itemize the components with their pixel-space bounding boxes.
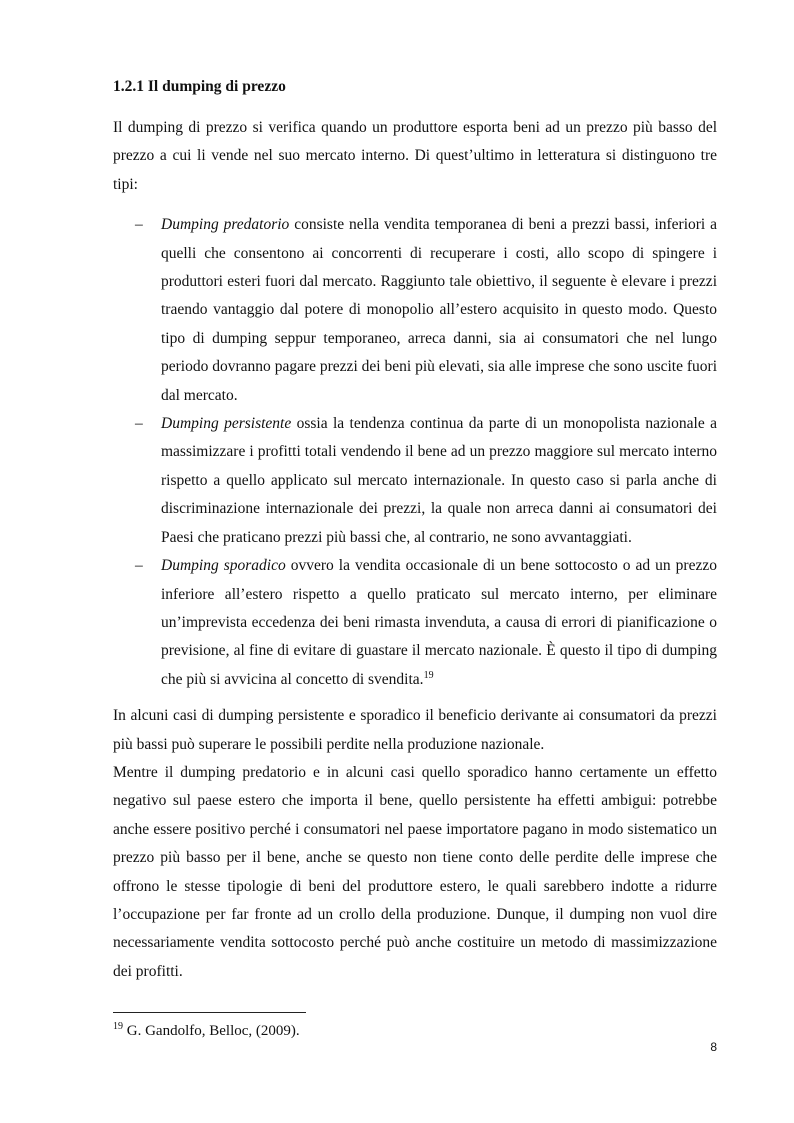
list-item-sporadico (113, 552, 717, 694)
term-persistente: Dumping persistente (161, 415, 292, 433)
footnote-reference[interactable]: 19 (423, 669, 434, 681)
list-bullet: – (135, 216, 143, 234)
list-bullet: – (135, 557, 143, 575)
description-sporadico: ovvero la vendita occasionale di un bene sottocosto o ad un prezzo inferiore all’estero rispetto a quello praticato sul mercato interno, per eliminare un’imprevista eccedenza dei beni rimasta invenduta, a causa di errori di pianificazione o previsione, al fine di evitare di guastare il mercato nazionale. È questo il tipo di dumping che più si avvicina al concetto di svendita. (161, 557, 717, 688)
footnote-text: G. Gandolfo, Belloc, (2009). (123, 1023, 300, 1039)
section-heading: 1.2.1 Il dumping di prezzo (113, 78, 286, 95)
body-paragraph-1: In alcuni casi di dumping persistente e sporadico il beneficio derivante ai consumatori da prezzi più bassi può superare le possibili perdite nella produzione nazionale. (113, 707, 717, 753)
description-predatorio: consiste nella vendita temporanea di beni a prezzi bassi, inferiori a quelli che consentono ai concorrenti di recuperare i costi, allo scopo di spingere i produttori esteri fuori dal mercato. Raggiunto tale obiettivo, il seguente è elevare i prezzi traendo vantaggio dal potere di monopolio all’estero acquisito in questo modo. Questo tipo di dumping seppur temporaneo, arreca danni, sia ai consumatori che nel lungo periodo dovranno pagare prezzi dei beni più elevati, sia alle imprese che sono uscite fuori dal mercato. (161, 216, 717, 404)
page-number: 8 (710, 1040, 717, 1054)
list-bullet: – (135, 415, 143, 433)
dumping-types-list (113, 211, 717, 694)
body-paragraph-2: Mentre il dumping predatorio e in alcuni casi quello sporadico hanno certamente un effetto negativo sul paese estero che importa il bene, quello persistente ha effetti ambigui: potrebbe anche essere positivo perché i consumatori nel paese importatore pagano in modo sistematico un prezzo più basso per il bene, anche se questo non tiene conto delle perdite delle imprese che offrono le stesse tipologie di beni del produttore estero, le quali sarebbero indotte a ridurre l’occupazione per far fronte ad un crollo della produzione. Dunque, il dumping non vuol dire necessariamente vendita sottocosto perché può anche costituire un metodo di massimizzazione dei profitti. (113, 763, 717, 980)
term-predatorio: Dumping predatorio (161, 216, 290, 234)
page-body (113, 76, 717, 986)
footnote-divider (113, 1012, 306, 1013)
footnote (113, 1021, 300, 1041)
description-persistente: ossia la tendenza continua da parte di un monopolista nazionale a massimizzare i profitti totali vendendo il bene ad un prezzo maggiore sul mercato interno rispetto a quello applicato sul mercato internazionale. In questo caso si parla anche di discriminazione internazionale dei prezzi, la quale non arreca danni ai consumatori dei Paesi che praticano prezzi più bassi che, al contrario, ne sono avvantaggiati. (161, 415, 717, 546)
list-item-persistente (113, 410, 717, 552)
term-sporadico: Dumping sporadico (161, 557, 286, 575)
intro-paragraph: Il dumping di prezzo si verifica quando un produttore esporta beni ad un prezzo più basso del prezzo a cui li vende nel suo mercato interno. Di quest’ultimo in letteratura si distinguono tre tipi: (113, 119, 717, 193)
footnote-number: 19 (113, 1021, 123, 1032)
list-item-predatorio (113, 211, 717, 410)
